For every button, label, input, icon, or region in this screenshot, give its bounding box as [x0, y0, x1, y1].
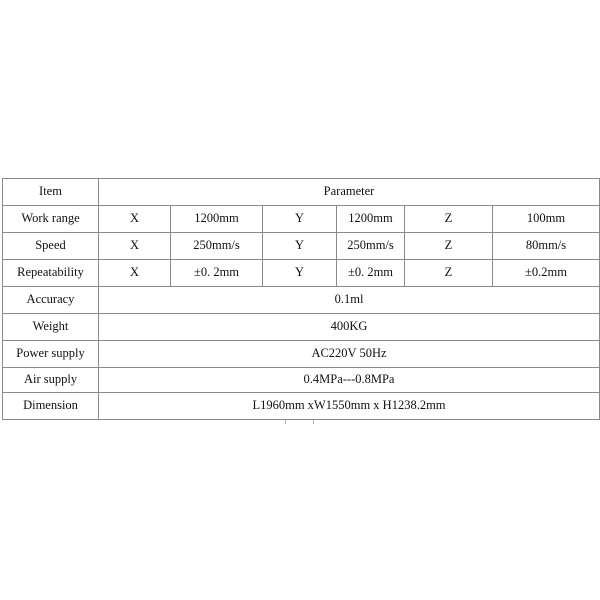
table-row: [3, 368, 600, 393]
axis-value: ±0. 2mm: [171, 260, 263, 287]
axis-label: X: [99, 260, 171, 287]
row-label: Accuracy: [3, 287, 99, 314]
row-label: Repeatability: [3, 260, 99, 287]
axis-value: 100mm: [493, 206, 600, 233]
row-label: Work range: [3, 206, 99, 233]
row-value: L1960mm xW1550mm x H1238.2mm: [99, 393, 600, 420]
table-row: [3, 287, 600, 314]
axis-value: 1200mm: [171, 206, 263, 233]
row-label: Weight: [3, 314, 99, 341]
row-value: 400KG: [99, 314, 600, 341]
header-row: [3, 179, 600, 206]
parameter-header: Parameter: [99, 179, 600, 206]
table-row: [3, 393, 600, 420]
table-row: [3, 206, 600, 233]
row-label: Air supply: [3, 368, 99, 393]
axis-value: ±0. 2mm: [337, 260, 405, 287]
axis-label: Z: [405, 206, 493, 233]
row-label: Speed: [3, 233, 99, 260]
row-label: Dimension: [3, 393, 99, 420]
spec-table: [2, 178, 600, 420]
row-label: Power supply: [3, 341, 99, 368]
table-row: [3, 260, 600, 287]
table-row: [3, 233, 600, 260]
axis-value: 250mm/s: [337, 233, 405, 260]
axis-label: X: [99, 206, 171, 233]
axis-value: 80mm/s: [493, 233, 600, 260]
edge-mark: [313, 420, 314, 424]
axis-label: Y: [263, 233, 337, 260]
axis-label: X: [99, 233, 171, 260]
axis-value: 250mm/s: [171, 233, 263, 260]
table-edge-marks: [285, 420, 315, 424]
axis-label: Z: [405, 233, 493, 260]
axis-label: Y: [263, 206, 337, 233]
row-value: 0.4MPa---0.8MPa: [99, 368, 600, 393]
edge-mark: [285, 420, 286, 424]
axis-value: ±0.2mm: [493, 260, 600, 287]
axis-value: 1200mm: [337, 206, 405, 233]
axis-label: Y: [263, 260, 337, 287]
table-row: [3, 314, 600, 341]
axis-label: Z: [405, 260, 493, 287]
row-value: 0.1ml: [99, 287, 600, 314]
row-value: AC220V 50Hz: [99, 341, 600, 368]
table-row: [3, 341, 600, 368]
item-header: Item: [3, 179, 99, 206]
